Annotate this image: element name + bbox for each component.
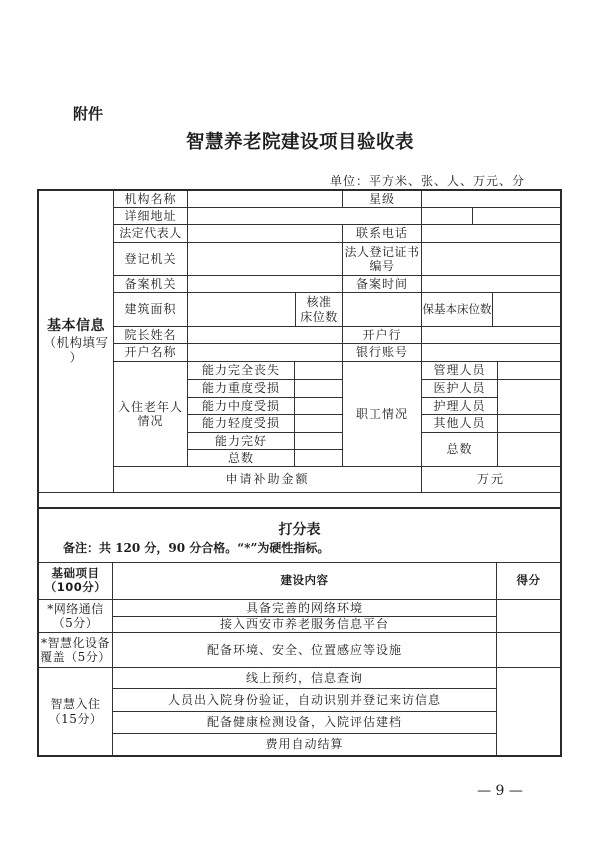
- group-label-line-1: *智慧化设备: [40, 635, 110, 650]
- group-label-line-2: 覆盖（5分）: [40, 650, 111, 664]
- header-score: 得分: [496, 562, 561, 600]
- staff-label: 职工情况: [342, 361, 422, 467]
- content-item: 具备完善的网络环境: [112, 599, 497, 617]
- staff-row-value: [497, 361, 561, 380]
- approved-beds-label-line-2: 床位数: [300, 309, 338, 324]
- elderly-row-value: [294, 361, 343, 380]
- unit-note: 单位：平方米、张、人、万元、分: [330, 174, 526, 188]
- score-cell: [496, 599, 561, 633]
- filing-authority-label: 备案机关: [113, 275, 188, 293]
- elderly-row-value: [294, 397, 343, 415]
- filing-authority-value: [187, 275, 343, 293]
- address-value: [187, 207, 422, 225]
- approved-beds-label-line-1: 核准: [306, 295, 332, 310]
- star-level-label: 星级: [342, 190, 422, 208]
- elderly-row-label: 能力完好: [187, 432, 295, 450]
- bank-label: 开户行: [342, 326, 422, 344]
- content-item: 费用自动结算: [112, 733, 497, 756]
- scoring-title: 打分表: [278, 522, 321, 538]
- account-name-value: [187, 343, 343, 362]
- basic-info-note-line-1: （机构填写: [43, 334, 109, 350]
- account-name-label: 开户名称: [113, 343, 188, 362]
- content-item: 人员出入院身份验证，自动识别并登记来访信息: [112, 688, 497, 712]
- basic-info-title: 基本信息: [47, 318, 105, 335]
- subsidy-unit: 万元: [421, 466, 561, 493]
- group-label-line-2: （5分）: [52, 616, 99, 630]
- cert-no-label-line-1: 法人登记证书: [344, 244, 420, 259]
- basic-beds-label: 保基本床位数: [421, 292, 493, 327]
- group-label-smart-devices: [38, 632, 113, 668]
- filing-time-label: 备案时间: [342, 275, 422, 293]
- staff-row-value: [497, 432, 561, 467]
- phone-label: 联系电话: [342, 224, 422, 243]
- reg-authority-value: [187, 242, 343, 276]
- page-number: — 9 —: [477, 783, 523, 799]
- building-area-value: [187, 292, 296, 327]
- account-no-value: [421, 343, 561, 362]
- approved-beds-value: [342, 292, 422, 327]
- legal-rep-value: [187, 224, 343, 243]
- score-cell: [496, 632, 561, 668]
- account-no-label: 银行账号: [342, 343, 422, 362]
- building-area-label: 建筑面积: [113, 292, 188, 327]
- group-label-line-2: （15分）: [48, 711, 103, 726]
- header-category-line-1: 基础项目: [51, 566, 100, 581]
- group-label-network: [38, 599, 113, 633]
- staff-row-value: [497, 379, 561, 415]
- elderly-row-label: 能力重度受损: [187, 379, 295, 398]
- org-name-value: [187, 190, 343, 208]
- content-item: 线上预约，信息查询: [112, 667, 497, 689]
- content-item: 配备健康检测设备，入院评估建档: [112, 711, 497, 734]
- group-label-smart-checkin: [38, 667, 113, 756]
- staff-row-label: 总数: [421, 432, 498, 467]
- cert-no-label: [342, 242, 422, 276]
- scoring-note: 备注：共 120 分，90 分合格。“*”为硬性指标。: [63, 541, 330, 555]
- org-name-label: 机构名称: [113, 190, 188, 208]
- header-category: [38, 562, 113, 600]
- phone-value: [421, 224, 561, 243]
- elderly-row-value: [294, 414, 343, 433]
- scoring-heading-box: [38, 508, 561, 563]
- director-label: 院长姓名: [113, 326, 188, 344]
- reg-authority-label: 登记机关: [113, 242, 188, 276]
- staff-row-label: 管理人员: [421, 361, 498, 380]
- elderly-label-line-2: 情况: [137, 414, 164, 428]
- basic-info-note-line-2: ）: [69, 349, 83, 365]
- header-category-line-2: （100分）: [44, 580, 107, 594]
- staff-row-label: 医护人员: [421, 379, 498, 398]
- cert-no-value: [421, 242, 561, 276]
- filing-time-value: [421, 275, 561, 293]
- bank-value: [421, 326, 561, 344]
- address-label: 详细地址: [113, 207, 188, 225]
- address-extra-cell-1: [421, 207, 473, 225]
- director-value: [187, 326, 343, 344]
- staff-row-value: [497, 414, 561, 433]
- blank-row: [38, 492, 561, 509]
- elderly-label: [113, 361, 188, 467]
- attachment-label: 附件: [73, 105, 104, 123]
- document-title: 智慧养老院建设项目验收表: [185, 132, 414, 153]
- elderly-row-label: 能力轻度受损: [187, 414, 295, 433]
- elderly-row-label: 能力中度受损: [187, 397, 295, 415]
- header-content: 建设内容: [112, 562, 497, 600]
- basic-beds-value: [492, 292, 561, 327]
- star-level-value: [421, 190, 561, 208]
- elderly-row-value: [294, 449, 343, 467]
- content-item: 接入西安市养老服务信息平台: [112, 616, 497, 633]
- cert-no-label-line-2: 编号: [369, 259, 395, 273]
- staff-row-label: 其他人员: [421, 414, 498, 433]
- subsidy-label: 申请补助金额: [113, 466, 422, 493]
- approved-beds-label: [295, 292, 343, 327]
- content-item: 配备环境、安全、位置感应等设施: [112, 632, 497, 668]
- group-label-line-1: 智慧入住: [50, 697, 101, 712]
- score-cell: [496, 667, 561, 756]
- basic-info-section-label: [38, 190, 114, 493]
- elderly-row-label: 总数: [187, 449, 295, 467]
- address-extra-cell-2: [472, 207, 561, 225]
- elderly-row-value: [294, 379, 343, 398]
- group-label-line-1: *网络通信: [47, 601, 104, 616]
- staff-row-label: 护理人员: [421, 397, 498, 415]
- elderly-row-label: 能力完全丧失: [187, 361, 295, 380]
- legal-rep-label: 法定代表人: [113, 224, 188, 243]
- elderly-row-value: [294, 432, 343, 450]
- elderly-label-line-1: 入住老年人: [117, 399, 183, 414]
